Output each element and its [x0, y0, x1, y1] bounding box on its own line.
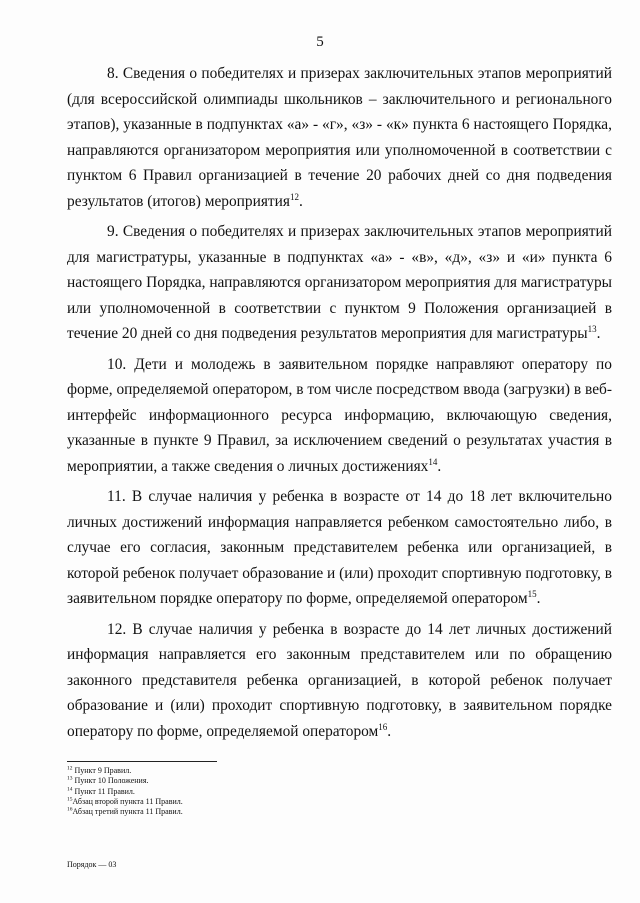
paragraph-8	[67, 61, 612, 214]
footnotes	[67, 766, 367, 817]
paragraph-end: .	[298, 192, 303, 210]
footnote-16	[67, 807, 367, 817]
document-footer-label: Порядок — 03	[67, 860, 117, 869]
footnote-number: 14	[67, 785, 73, 792]
paragraph-end: .	[596, 325, 601, 342]
footnote-number: 15	[67, 796, 73, 803]
footnote-12	[67, 766, 367, 776]
footnote-ref[interactable]: 12	[289, 191, 299, 202]
page-number: 5	[316, 34, 324, 50]
footnote-13	[67, 776, 367, 786]
footnote-15	[67, 797, 367, 807]
footnote-divider	[67, 761, 217, 762]
paragraph-text: 10. Дети и молодежь в заявительном порядке направляют оператору по форме, определяемой оператором, в том числе посредством ввода (загрузки) в веб-интерфейс информационного ресурса информацию, включающую сведения, указанные в пункте 9 Правил, за исключением сведений о результатах участия в мероприятии, а также сведения о личных достижениях	[67, 355, 612, 475]
paragraph-text: 11. В случае наличия у ребенка в возрасте от 14 до 18 лет включительно личных достижений информация направляется ребенком самостоятельно либо, в случае его согласия, законным представителем ребенка или организацией, в которой ребенок получает образование и (или) проходит спортивную подготовку, в заявительном порядке оператору по форме, определяемой оператором	[67, 488, 612, 607]
footnote-text: Пункт 9 Правил.	[74, 766, 132, 775]
paragraph-end: .	[437, 457, 442, 475]
paragraph-end: .	[536, 590, 541, 607]
document-body	[67, 61, 612, 744]
paragraph-12	[67, 617, 612, 745]
paragraph-text: 8. Сведения о победителях и призерах заключительных этапов мероприятий (для всероссийской олимпиады школьников – заключительного и регионального этапов), указанные в подпунктах «а» - «г», «з» - «к» пункта 6 настоящего Порядка, направляются организатором мероприятия или уполномоченной в соответствии с пунктом 6 Правил организацией в течение 20 рабочих дней со дня подведения результатов (итогов) мероприятия	[67, 65, 612, 210]
footnote-ref[interactable]: 13	[587, 323, 597, 334]
paragraph-text: 9. Сведения о победителях и призерах заключительных этапов мероприятий для магистратуры, указанные в подпунктах «а» - «в», «д», «з» и «и» пункта 6 настоящего Порядка, направляются организатором мероприятия для магистратуры или уполномоченной в соответствии с пунктом 9 Положения организацией в течение 20 дней со дня подведения результатов мероприятия для магистратуры	[67, 223, 612, 342]
footnote-ref[interactable]: 14	[428, 456, 438, 467]
footnote-number: 12	[67, 765, 73, 772]
footnote-ref[interactable]: 15	[527, 588, 537, 599]
footnote-number: 13	[67, 775, 73, 782]
footnote-text: Пункт 11 Правил.	[74, 786, 135, 796]
paragraph-9	[67, 219, 612, 347]
footnote-14	[67, 787, 367, 797]
paragraph-end: .	[387, 722, 392, 740]
footnote-text: Абзац третий пункта 11 Правил.	[72, 807, 183, 817]
footnote-text: Абзац второй пункта 11 Правил.	[72, 796, 183, 806]
paragraph-text: 12. В случае наличия у ребенка в возрасте до 14 лет личных достижений информация направляется его законным представителем или по обращению законного представителя ребенка организацией, в которой ребенок получает образование и (или) проходит спортивную подготовку, в заявительном порядке оператору по форме, определяемой оператором	[67, 620, 612, 740]
footnote-number: 16	[67, 806, 73, 813]
footnote-text: Пункт 10 Положения.	[74, 776, 149, 786]
footnote-ref[interactable]: 16	[378, 721, 388, 732]
paragraph-10	[67, 352, 612, 480]
paragraph-11	[67, 484, 612, 612]
